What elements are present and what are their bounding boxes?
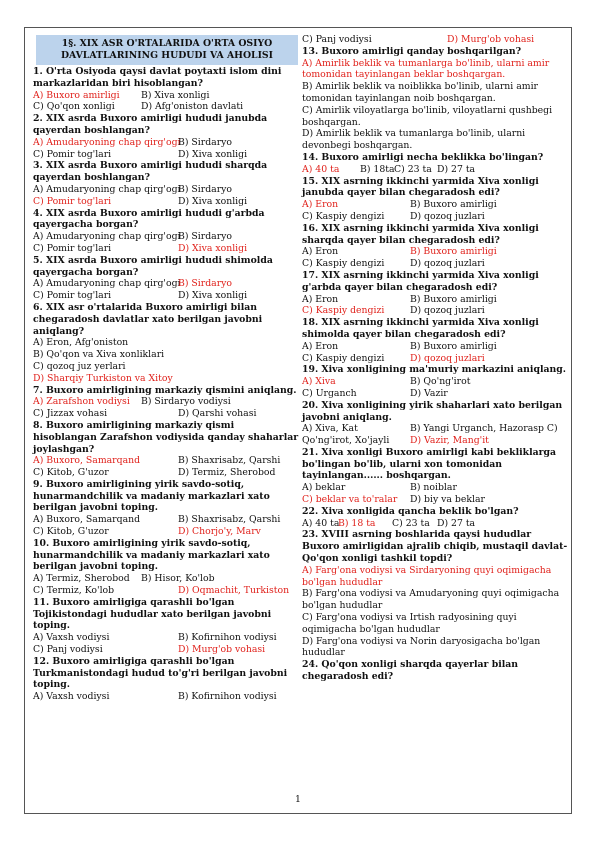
- answer-row: [302, 199, 568, 211]
- answer-row: [33, 455, 299, 467]
- answer-option: B) Kofirnihon vodiysi: [178, 691, 277, 703]
- answer-option: D) Farg'ona vodiysi va Norin daryosigacha bo'lgan hududlar: [302, 635, 541, 659]
- correct-answer-option: A) Xiva: [302, 376, 336, 388]
- question-block: [302, 223, 568, 270]
- question-block: [33, 208, 299, 255]
- section-title: [36, 35, 298, 65]
- answer-option: B) Amirlik beklik va noiblikka bo'linib, ularni amir tomonidan tayinlangan noib boshqargan.: [302, 81, 539, 104]
- question-text: 23. XVIII asrning boshlarida qaysi hududlar Buxoro amirligidan ajralib chiqib, mustaqil davlat-Qo'qon xonligi tashkil topdi?: [302, 529, 568, 565]
- answer-row: [302, 258, 568, 270]
- correct-answer-option: C) Pomir tog'lari: [33, 195, 112, 207]
- answer-option: B) noiblar: [410, 482, 457, 494]
- answer-row: [33, 585, 299, 597]
- answer-option: C) Panj vodiysi: [33, 644, 103, 656]
- answer-option: B) Shaxrisabz, Qarshi: [178, 455, 281, 467]
- correct-answer-option: D) qozoq juzlari: [410, 352, 485, 364]
- answer-option: B) Qo'ng'irot: [410, 376, 471, 388]
- question-text: 3. XIX asrda Buxoro amirligi hududi sharqda qayerdan boshlangan?: [33, 160, 268, 184]
- answer-option: A) Eron: [302, 293, 339, 305]
- answer-row: [33, 526, 299, 538]
- correct-answer-option: A) Amirlik beklik va tumanlarga bo'linib, ularni amir tomonidan tayinlangan beklar boshqargan.: [302, 57, 550, 81]
- answer-option: C) qozoq juz yerlari: [33, 360, 126, 372]
- question-block: [302, 46, 568, 152]
- question-text: 13. Buxoro amirligi qanday boshqarilgan?: [302, 45, 522, 57]
- question-text: 12. Buxoro amirligiga qarashli bo'lgan Turkmanistondagi hudud to'g'ri berilgan javobni toping.: [33, 655, 288, 691]
- answer-option: A) Vaxsh vodiysi: [33, 632, 110, 644]
- question-text: 8. Buxoro amirligining markaziy qismi hisoblangan Zarafshon vodiysida qanday shaharlar joylashgan?: [33, 419, 299, 455]
- answer-option: B) Sirdaryo vodiysi: [141, 396, 231, 408]
- question-text: 2. XIX asrda Buxoro amirligi hududi janubda qayerdan boshlangan?: [33, 113, 268, 136]
- answer-row: [302, 518, 568, 530]
- answer-row: [302, 376, 568, 388]
- question-text: 17. XIX asrning ikkinchi yarmida Xiva xonligi g'arbda qayer bilan chegaradosh edi?: [302, 269, 539, 293]
- answer-option: A) Buxoro, Samarqand: [33, 514, 141, 526]
- correct-answer-option: A) Eron: [302, 199, 339, 211]
- answer-row: [302, 246, 568, 258]
- answer-option: C) Qo'qon xonligi: [33, 101, 115, 113]
- question-block: [33, 255, 299, 302]
- question-block: [302, 317, 568, 364]
- answer-option: C) 23 ta: [392, 517, 430, 529]
- correct-answer-option: B) Sirdaryo: [178, 278, 232, 290]
- question-text: 1. O'rta Osiyoda qaysi davlat poytaxti islom dini markazlaridan biri hisoblangan?: [33, 66, 282, 89]
- answer-row: [302, 105, 568, 129]
- correct-answer-option: A) Buxoro, Samarqand: [33, 455, 141, 467]
- question-text: 10. Buxoro amirligining yirik savdo-sotiq, hunarmandchilik va madaniy markazlari xato berilgan javobni toping.: [33, 537, 270, 573]
- answer-row: [302, 565, 568, 589]
- answer-option: D) qozoq juzlari: [410, 258, 485, 270]
- question-text: 20. Xiva xonligining yirik shaharlari xato berilgan javobni aniqlang.: [302, 399, 563, 423]
- question-text: 4. XIX asrda Buxoro amirligi hududi g'arbda qayergacha borgan?: [33, 207, 265, 231]
- answer-option: B) Sirdaryo: [178, 231, 232, 243]
- answer-option: D) Xiva xonligi: [178, 148, 248, 160]
- correct-answer-option: D) Chorjo'y, Marv: [178, 526, 261, 538]
- answer-option: C) Termiz, Ko'lob: [33, 585, 115, 597]
- answer-row: [302, 58, 568, 82]
- correct-answer-option: D) Xiva xonligi: [178, 242, 248, 254]
- question-text: 15. XIX asrning ikkinchi yarmida Xiva xonligi janubda qayer bilan chegaradosh edi?: [302, 175, 539, 199]
- answer-row: [302, 81, 568, 105]
- answer-row: [33, 514, 299, 526]
- answer-option: C) Pomir tog'lari: [33, 148, 112, 160]
- answer-row: [33, 278, 299, 290]
- correct-answer-option: B) Buxoro amirligi: [410, 246, 497, 258]
- answer-option: A) Amudaryoning chap qirg'ogi: [33, 278, 181, 290]
- question-text: 16. XIX asrning ikkinchi yarmida Xiva xonligi sharqda qayer bilan chegaradosh edi?: [302, 222, 539, 246]
- question-block: [302, 506, 568, 530]
- answer-option: D) Vazir: [410, 387, 448, 399]
- correct-answer-option: A) 40 ta: [302, 163, 340, 175]
- correct-answer-option: D) Murg'ob vohasi: [447, 34, 535, 45]
- question-block: [302, 34, 568, 46]
- answer-option: D) 27 ta: [437, 517, 476, 529]
- answer-option: D) qozoq juzlari: [410, 210, 485, 222]
- answer-option: A) Eron: [302, 340, 339, 352]
- answer-option: B) Sirdaryo: [178, 136, 232, 148]
- question-text: 22. Xiva xonligida qancha beklik bo'lgan?: [302, 505, 519, 517]
- question-text: 11. Buxoro amirligiga qarashli bo'lgan Tojikistondagi hududlar xato berilgan javobni toping.: [33, 596, 272, 632]
- answer-option: C) 23 ta: [394, 163, 432, 175]
- answer-option: C) Jizzax vohasi: [33, 408, 108, 420]
- answer-option: A) beklar: [302, 482, 346, 494]
- answer-row: [302, 588, 568, 612]
- answer-option: D) Xiva xonligi: [178, 195, 248, 207]
- question-block: [33, 479, 299, 538]
- answer-row: [302, 482, 568, 494]
- answer-option: A) Eron: [302, 246, 339, 258]
- answer-row: [33, 644, 299, 656]
- answer-row: [33, 467, 299, 479]
- answer-row: [33, 408, 299, 420]
- answer-row: [33, 373, 299, 385]
- answer-option: C) Kaspiy dengizi: [302, 352, 385, 364]
- answer-option: B) Kofirnihon vodiysi: [178, 632, 277, 644]
- answer-row: [302, 211, 568, 223]
- answer-option: C) Kitob, G'uzor: [33, 526, 109, 538]
- question-block: [302, 529, 568, 659]
- answer-option: A) 40 ta: [302, 517, 340, 529]
- answer-row: [302, 353, 568, 365]
- answer-option: C) Kaspiy dengizi: [302, 258, 385, 270]
- answer-option: B) Sirdaryo: [178, 183, 232, 195]
- answer-option: B) Hisor, Ko'lob: [141, 573, 215, 585]
- answer-option: B) Buxoro amirligi: [410, 340, 497, 352]
- answer-row: [33, 361, 299, 373]
- answer-row: [302, 34, 568, 46]
- answer-row: [33, 231, 299, 243]
- answer-row: [33, 573, 299, 585]
- question-block: [33, 385, 299, 420]
- answer-option: D) 27 ta: [437, 163, 476, 175]
- question-block: [33, 656, 299, 703]
- answer-option: C) Panj vodiysi: [302, 34, 372, 45]
- answer-option: B) Buxoro amirligi: [410, 199, 497, 211]
- answer-row: [302, 164, 568, 176]
- answer-row: [302, 341, 568, 353]
- question-block: [33, 302, 299, 385]
- answer-row: [302, 612, 568, 636]
- question-text: 21. Xiva xonligi Buxoro amirligi kabi bekliklarga bo'lingan bo'lib, ularni xon tomonidan tayinlangan...... boshqargan.: [302, 446, 557, 482]
- answer-option: A) Eron, Afg'oniston: [33, 337, 129, 349]
- answer-row: [33, 149, 299, 161]
- answer-row: [302, 636, 568, 660]
- answer-option: D) Xiva xonligi: [178, 290, 248, 302]
- question-block: [302, 152, 568, 176]
- answer-option: A) Amudaryoning chap qirg'ogi: [33, 183, 181, 195]
- answer-row: [302, 435, 568, 447]
- answer-row: [33, 101, 299, 113]
- answer-row: [33, 290, 299, 302]
- correct-answer-option: A) Farg'ona vodiysi va Sirdaryoning quyi oqimigacha bo'lgan hududlar: [302, 564, 552, 588]
- question-block: [33, 538, 299, 597]
- question-block: [302, 447, 568, 506]
- question-text: 9. Buxoro amirligining yirik savdo-sotiq, hunarmandchilik va madaniy markazlari xato berilgan javobni toping.: [33, 478, 270, 514]
- answer-option: B) Yangi Urganch, Hazorasp C): [410, 423, 558, 435]
- answer-row: [302, 423, 568, 435]
- answer-option: B) 18ta: [360, 163, 395, 175]
- correct-answer-option: C) beklar va to'ralar: [302, 494, 398, 506]
- correct-answer-option: C) Kaspiy dengizi: [302, 305, 385, 317]
- correct-answer-option: D) Sharqiy Turkiston va Xitoy: [33, 372, 173, 384]
- correct-answer-option: A) Amudaryoning chap qirg'ogi: [33, 136, 181, 148]
- question-block: [33, 160, 299, 207]
- question-text: 24. Qo'qon xonligi sharqda qayerlar bilan chegaradosh edi?: [302, 659, 519, 683]
- answer-option: A) Amudaryoning chap qirg'ogi: [33, 231, 181, 243]
- correct-answer-option: D) Vazir, Mang'it: [410, 435, 489, 447]
- question-block: [33, 66, 299, 113]
- answer-option: D) qozoq juzlari: [410, 305, 485, 317]
- correct-answer-option: A) Zarafshon vodiysi: [33, 396, 130, 408]
- answer-option: B) Shaxrisabz, Qarshi: [178, 514, 281, 526]
- question-block: [33, 420, 299, 479]
- answer-option: D) Amirlik beklik va tumanlarga bo'linib, ularni devonbegi boshqargan.: [302, 128, 526, 152]
- correct-answer-option: D) Oqmachit, Turkiston: [178, 585, 290, 597]
- answer-option: C) Pomir tog'lari: [33, 290, 112, 302]
- question-block: [302, 176, 568, 223]
- question-text: 6. XIX asr o'rtalarida Buxoro amirligi bilan chegaradosh davlatlar xato berilgan javobni aniqlang?: [33, 301, 263, 337]
- answer-row: [33, 396, 299, 408]
- answer-row: [33, 90, 299, 102]
- answer-option: B) Farg'ona vodiysi va Amudaryoning quyi oqimigacha bo'lgan hududlar: [302, 588, 560, 612]
- question-text: 18. XIX asrning ikkinchi yarmida Xiva xonligi shimolda qayer bilan chegaradosh edi?: [302, 317, 539, 340]
- answer-option: D) Afg'oniston davlati: [141, 101, 244, 113]
- answer-row: [33, 632, 299, 644]
- right-column: [302, 34, 568, 683]
- answer-row: [302, 388, 568, 400]
- answer-option: A) Termiz, Sherobod: [33, 573, 130, 585]
- answer-option: C) Amirlik viloyatlarga bo'linib, viloyatlarni qushbegi boshqargan.: [302, 104, 553, 128]
- answer-option: B) Xiva xonligi: [141, 89, 210, 101]
- answer-option: C) Farg'ona vodiysi va Irtish radyosining quyi oqimigacha bo'lgan hududlar: [302, 612, 517, 635]
- question-text: 7. Buxoro amirligining markaziy qismini aniqlang.: [33, 384, 297, 396]
- answer-option: B) Buxoro amirligi: [410, 293, 497, 305]
- question-text: 14. Buxoro amirligi necha beklikka bo'lingan?: [302, 151, 544, 163]
- correct-answer-option: D) Murg'ob vohasi: [178, 644, 266, 656]
- answer-option: D) Termiz, Sherobod: [178, 467, 276, 479]
- answer-option: D) biy va beklar: [410, 494, 485, 506]
- question-block: [33, 113, 299, 160]
- answer-option: C) Kitob, G'uzor: [33, 467, 109, 479]
- answer-row: [302, 494, 568, 506]
- correct-answer-option: A) Buxoro amirligi: [33, 89, 120, 101]
- answer-row: [33, 349, 299, 361]
- answer-option: D) Qarshi vohasi: [178, 408, 257, 420]
- question-block: [302, 400, 568, 447]
- left-column: [33, 66, 299, 703]
- answer-option: C) Kaspiy dengizi: [302, 210, 385, 222]
- answer-row: [302, 294, 568, 306]
- question-block: [302, 364, 568, 399]
- answer-row: [302, 128, 568, 152]
- answer-row: [33, 691, 299, 703]
- question-text: 19. Xiva xonligining ma'muriy markazini aniqlang.: [302, 364, 567, 376]
- answer-option: A) Vaxsh vodiysi: [33, 691, 110, 703]
- answer-option: Qo'ng'irot, Xo'jayli: [302, 435, 390, 447]
- question-block: [302, 270, 568, 317]
- answer-option: B) Qo'qon va Xiva xonliklari: [33, 349, 165, 361]
- correct-answer-option: B) 18 ta: [338, 517, 376, 529]
- answer-row: [302, 305, 568, 317]
- question-block: [302, 659, 568, 683]
- answer-option: A) Xiva, Kat: [302, 423, 358, 435]
- answer-row: [33, 137, 299, 149]
- question-text: 5. XIX asrda Buxoro amirligi hududi shimolda qayergacha borgan?: [33, 254, 273, 278]
- answer-row: [33, 196, 299, 208]
- question-block: [33, 597, 299, 656]
- page-number: 1: [295, 794, 301, 805]
- answer-row: [33, 184, 299, 196]
- title-line-2: DAVLATLARINING HUDUDI VA AHOLISI: [60, 50, 273, 61]
- answer-row: [33, 337, 299, 349]
- title-line-1: 1§. XIX ASR O'RTALARIDA O'RTA OSIYO: [61, 38, 273, 49]
- answer-option: C) Pomir tog'lari: [33, 242, 112, 254]
- answer-option: C) Urganch: [302, 387, 357, 399]
- answer-row: [33, 243, 299, 255]
